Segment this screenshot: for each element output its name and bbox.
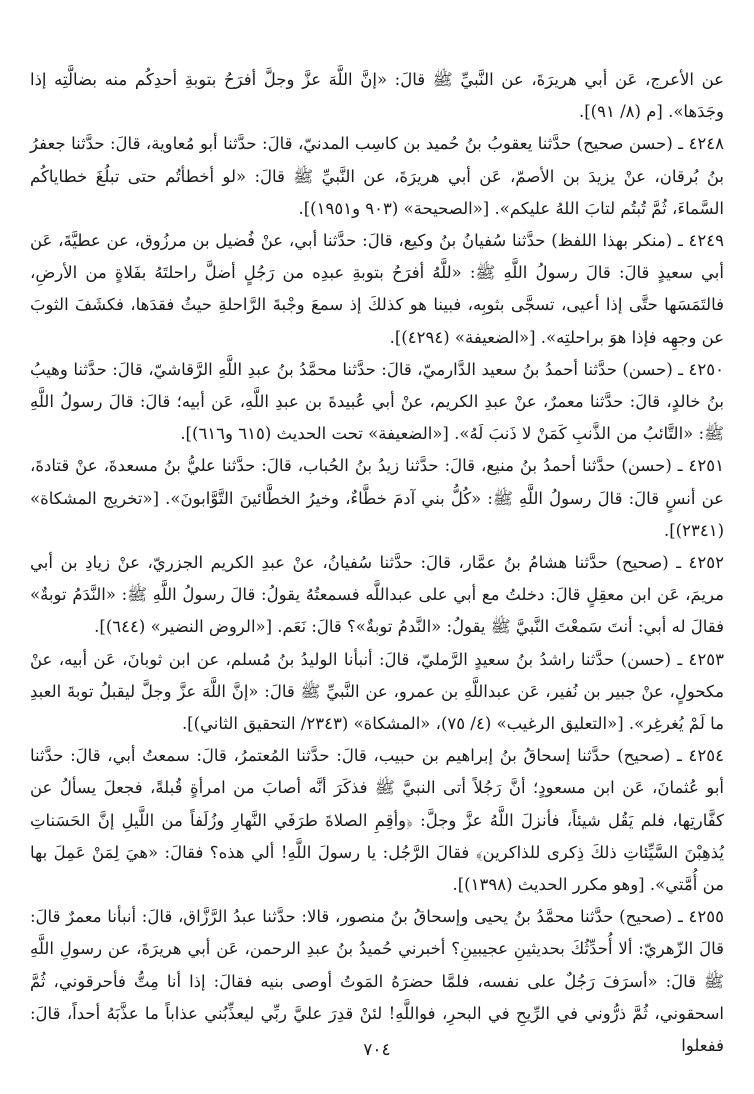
hadith-4249: ٤٢٤٩ ـ (منكر بهذا اللفظ) حدَّثنا سُفيانُ بنُ وكيع، قالَ: حدَّثنا أبي، عنْ فُضيل بن مرزُوق، عن عطيَّةَ، عَن أبي سعيدٍ قالَ: قالَ رسولُ اللَّهِ ﷺ: «للَّهُ أفرَحُ بتوبةِ عبدِه من رَجُلٍ أضلَّ راحلتَهُ بفَلاةٍ من الأرضِ، فالتَمَسَها حتَّى إذا أعيى، تسجَّى بثوبِه، فبينا هو كذلكَ إذ سمعَ وجْبةَ الرَّاحلةِ حيثُ فقدَها، فكشَفَ الثوبَ عن وجهِه فإذا هوَ براحلتِه». [«الضعيفة» (٤٢٩٤)]. bbox=[30, 231, 724, 347]
hadith-4254: ٤٢٥٤ ـ (صحيح) حدَّثنا إسحاقُ بنُ إبراهيم بن حبيب، قالَ: حدَّثنا المُعتمرُ، قالَ: سمعتُ أبي، قالَ: حدَّثنا أبو عُثمانَ، عَن ابن مسعودٍ؛ أنَّ رَجُلاً أتى النبيَّ ﷺ فذكَرَ أنَّه أصابَ من امرأةٍ قُبلةً، فجعلَ يسألُ عن كفَّارتِها، فلم يَقُل شيئاً، فأنزلَ اللَّهُ عزَّ وجلَّ: ﴿وأقِمِ الصلاةَ طرَفَي النَّهارِ وزُلَفاً من اللَّيلِ إنَّ الحَسَناتِ يُذهِبْنَ السَّيِّئاتِ ذلكَ ذِكرى للذاكرين﴾ فقالَ الرَّجُل: يا رسولَ اللَّهِ! ألي هذه؟ فقالَ: «هيَ لِمَنْ عَمِلَ بها من أُمَّتي». [وهو مكرر الحديث (١٣٩٨)]. bbox=[30, 746, 724, 895]
page-number: ٧٠٤ bbox=[363, 1040, 391, 1060]
hadith-4250: ٤٢٥٠ ـ (حسن) حدَّثنا أحمدُ بنُ سعيد الدَّارميّ، قالَ: حدَّثنا محمَّدُ بنُ عبدِ اللَّهِ الرَّقاشيّ، قالَ: حدَّثنا وهيبُ بنُ خالدٍ، قالَ: حدَّثنا معمرٌ، عنْ عبدِ الكريم، عنْ أبي عُبيدةَ بن عبدِ اللَّهِ، عَن أبيه؛ قالَ: قالَ رسولُ اللَّهِ ﷺ: «التَّائبُ من الذَّنبِ كَمَنْ لا ذَنبَ لَهُ». [«الضعيفة» تحت الحديث (٦١٥ و٦١٦)]. bbox=[30, 359, 724, 444]
hadith-4252: ٤٢٥٢ ـ (صحيح) حدَّثنا هشامُ بنُ عمَّار، قالَ: حدَّثنا سُفيانُ، عنْ عبدِ الكريم الجزريّ، عنْ زيادِ بن أبي مريمَ، عَن ابن معقِلٍ قالَ: دخلتُ مع أبي على عبداللَّه فسمعتُهُ يقولُ: قالَ رسولُ اللَّهِ ﷺ: «النَّدَمُ توبةٌ» فقالَ له أبي: أنتَ سَمعْتَ النَّبيَّ ﷺ يقولُ: «النَّدمُ توبةٌ»؟ قالَ: نَعَم. [«الروض النضير» (٦٤٤)]. bbox=[30, 553, 724, 637]
hadith-4255: ٤٢٥٥ ـ (صحيح) حدَّثنا محمَّدُ بنُ يحيى وإسحاقُ بنُ منصور، قالا: حدَّثنا عبدُ الرَّزَّاق، قالَ: أنبأنا معمرٌ قالَ: قالَ الزّهريّ: ألا أُحدِّثُكَ بحديثينِ عجيبينِ؟ أخبرني حُميدُ بنُ عبدِ الرحمن، عَن أبي هريرَةَ، عن رسولِ اللَّهِ ﷺ قالَ: «أسرَفَ رَجُلٌ على نفسه، فلمَّا حضرَهُ المَوتُ أوصى بنيه فقالَ: إذا أنا مِتُّ فأحرقوني، ثُمَّ اسحقوني، ثُمَّ ذرُّوني في الرِّيحِ في البحرِ، فواللَّهِ! لئنْ قدِرَ عليَّ ربِّي ليعذِّبُني عذاباً ما عذَّبَهُ أحداً، قالَ: ففعلوا bbox=[30, 907, 724, 1056]
hadith-tail-paragraph: عن الأعرج، عَن أبي هريرَةَ، عن النَّبيِّ ﷺ قالَ: «إنَّ اللَّهَ عزَّ وجلَّ أفرَحُ بتوبةِ أحدِكُم منه بضالَّتِه إذا وجَدَها». [م (٨/ ٩١)]. bbox=[30, 70, 724, 122]
page-body bbox=[30, 64, 724, 1062]
hadith-4248: ٤٢٤٨ ـ (حسن صحيح) حدَّثنا يعقوبُ بنُ حُميد بن كاسِب المدنيّ، قالَ: حدَّثنا أبو مُعاوية، قالَ: حدَّثنا جعفرُ بنُ بُرقان، عنْ يزيدَ بن الأصمّ، عَن أبي هريرَةَ، عن النَّبيِّ ﷺ قالَ: «لو أخطأتُم حتى تبلُغَ خطاياكُم السَّماءَ، ثُمَّ تُبتُم لتابَ اللهُ عليكم». [«الصحيحة» (٩٠٣ و١٩٥١)]. bbox=[30, 134, 725, 218]
hadith-4253: ٤٢٥٣ ـ (حسن) حدَّثنا راشدُ بنُ سعيدٍ الرَّمليّ، قالَ: أنبأنا الوليدُ بنُ مُسلم، عن ابن ثوبانَ، عَن أبيه، عنْ مكحولٍ، عنْ جبير بن نُفير، عَن عبداللَّهِ بن عمرو، عن النَّبيِّ ﷺ قالَ: «إنَّ اللَّهَ عزَّ وجلَّ ليقبلُ توبةَ العبدِ ما لَمْ يُغرغِر». [«التعليق الرغيب» (٤/ ٧٥)، «المشكاة» (٢٣٤٣/ التحقيق الثاني)]. bbox=[30, 649, 724, 734]
hadith-4251: ٤٢٥١ ـ (حسن) حدَّثنا أحمدُ بنُ منيع، قالَ: حدَّثنا زيدُ بنُ الحُباب، قالَ: حدَّثنا عليُّ بنُ مسعدةَ، عنْ قتادةَ، عن أنسٍ قالَ: قالَ رسولُ اللَّهِ ﷺ: «كُلُّ بني آدمَ خطَّاءٌ، وخيرُ الخطَّائينَ التَّوَّابونَ». [«تخريج المشكاة» (٢٣٤١)]. bbox=[30, 456, 724, 540]
